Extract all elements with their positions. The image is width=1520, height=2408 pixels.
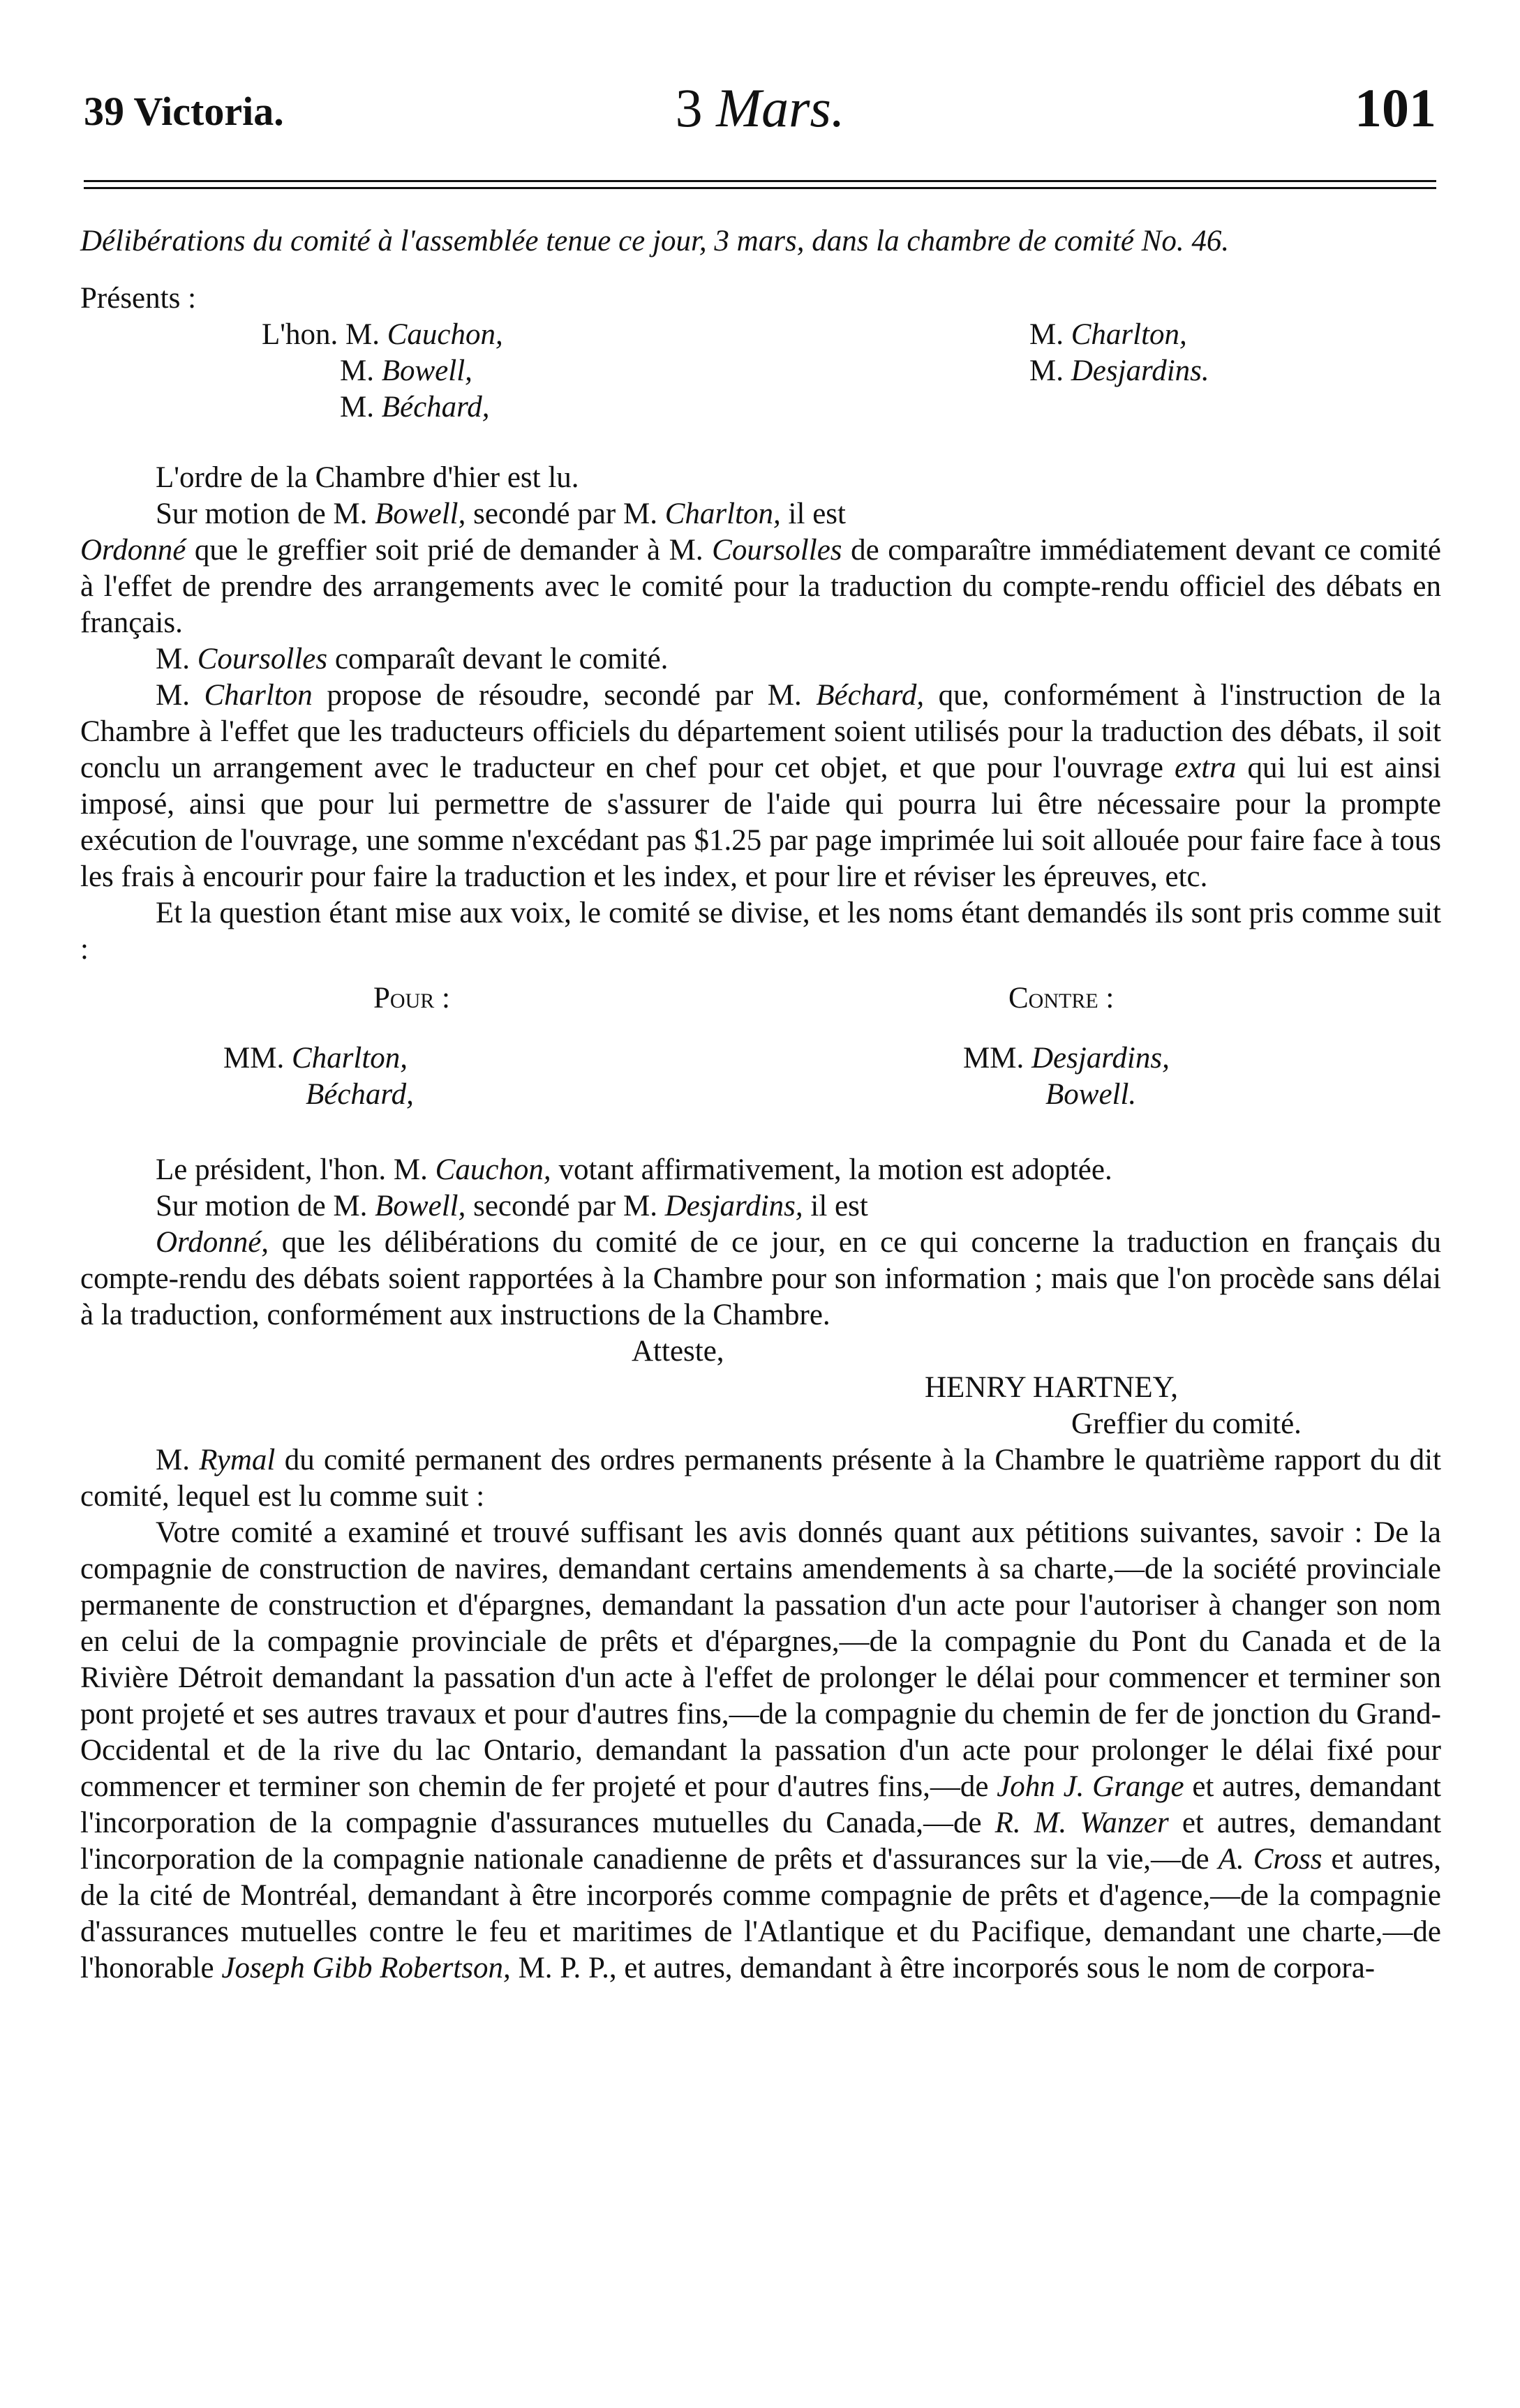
signature-title: Greffier du comité. [1071, 1407, 1302, 1440]
paragraph-order-1: Ordonné que le greffier soit prié de demander à M. Coursolles de comparaître immédiatement devant ce comité à l'effet de prendre des arrangements avec le comité pour la traduction du compte-rendu officiel des débats en français. [80, 534, 1441, 639]
paragraph-order-2: Ordonné, que les délibérations du comité de ce jour, en ce qui concerne la traduction en français du compte-rendu des débats soient rapportées à la Chambre pour son information ; mais que l'on procède sans délai à la traduction, conformément aux instructions de la Chambre. [80, 1226, 1441, 1331]
attendees [80, 317, 1441, 432]
header-rule-bottom [84, 187, 1436, 189]
attendee: M. Béchard, [340, 391, 490, 424]
paragraph-order-read: L'ordre de la Chambre d'hier est lu. [156, 461, 579, 494]
paragraph-division: Et la question étant mise aux voix, le comité se divise, et les noms étant demandés ils sont pris comme suit : [80, 897, 1441, 966]
voter-name: Béchard, [306, 1078, 414, 1111]
voter-name: Bowell. [1045, 1078, 1137, 1111]
page-body [80, 223, 1441, 1987]
contre-names: MM. Desjardins, Bowell. [963, 1040, 1170, 1113]
attestation: Atteste, [632, 1335, 724, 1368]
vote-names [80, 1040, 1441, 1124]
paragraph-chair-vote: Le président, l'hon. M. Cauchon, votant affirmativement, la motion est adoptée. [156, 1153, 1112, 1186]
pour-names: MM. Charlton, Béchard, [223, 1040, 414, 1113]
voter-name: Desjardins, [1031, 1042, 1170, 1075]
voter-name: Charlton, [291, 1042, 408, 1075]
paragraph-motion-1: Sur motion de M. Bowell, secondé par M. Charlton, il est [156, 498, 846, 530]
vote-headings [80, 980, 1441, 1022]
page-date [84, 77, 1436, 140]
contre-label: Contre : [1008, 982, 1115, 1015]
attendees-right [1029, 317, 1209, 389]
attendee: M. Bowell, [340, 354, 472, 387]
paragraph-resolution: M. Charlton propose de résoudre, secondé par M. Béchard, que, conformément à l'instruction de la Chambre à l'effet que les traducteurs officiels du département soient utilisés pour la traduction des débats, il soit conclu un arrangement avec le traducteur en chef pour cet objet, et que pour l'ouvrage extra qui lui est ainsi imposé, ainsi que pour lui permettre de s'assurer de l'aide qui pourra lui être nécessaire pour la prompte exécution de l'ouvrage, une somme n'excédant pas $1.25 par page imprimée lui soit allouée pour faire face à tous les frais à encourir pour faire la traduction et les index, et pour lire et réviser les épreuves, etc. [80, 679, 1442, 893]
paragraph-motion-2: Sur motion de M. Bowell, secondé par M. Desjardins, il est [156, 1190, 868, 1222]
signature-name: HENRY HARTNEY, [925, 1371, 1178, 1404]
header-rule-top [84, 180, 1436, 182]
attendees-left [262, 317, 503, 426]
date-month: Mars. [716, 77, 845, 138]
regnal-year: 39 Victoria. [84, 89, 284, 134]
page-number: 101 [1355, 77, 1436, 138]
date-day: 3 [675, 77, 703, 138]
paragraph-report-intro: M. Rymal du comité permanent des ordres permanents présente à la Chambre le quatrième rapport du dit comité, lequel est lu comme suit : [80, 1444, 1442, 1513]
proceedings-heading: Délibérations du comité à l'assemblée tenue ce jour, 3 mars, dans la chambre de comité No. 46. [80, 225, 1230, 257]
attendee: L'hon. M. Cauchon, [262, 318, 503, 351]
attendee: M. Charlton, [1029, 318, 1187, 351]
paragraph-appearance: M. Coursolles comparaît devant le comité. [156, 643, 669, 675]
presents-label: Présents : [80, 282, 197, 315]
pour-label: Pour : [373, 982, 450, 1015]
running-head [84, 77, 1436, 140]
attendee: M. Desjardins. [1029, 354, 1209, 387]
paragraph-report-body: Votre comité a examiné et trouvé suffisant les avis donnés quant aux pétitions suivantes, savoir : De la compagnie de construction de navires, demandant certains amendements à sa charte,—de la société provinciale permanente de construction et d'épargnes, demandant la passation d'un acte pour l'autoriser à changer son nom en celui de la compagnie provinciale de prêts et d'épargnes,—de la compagnie du Pont du Canada et de la Rivière Détroit demandant la passation d'un acte à l'effet de prolonger le délai pour commencer et terminer son pont projeté et ses autres travaux et pour d'autres fins,—de la compagnie du chemin de fer de jonction du Grand-Occidental et de la rive du lac Ontario, demandant la passation d'un acte pour prolonger le délai fixé pour commencer et terminer son chemin de fer projeté et pour d'autres fins,—de John J. Grange et autres, demandant l'incorporation de la compagnie d'assurances mutuelles du Canada,—de R. M. Wanzer et autres, demandant l'incorporation de la compagnie nationale canadienne de prêts et d'assurances sur la vie,—de A. Cross et autres, de la cité de Montréal, demandant à être incorporés comme compagnie de prêts et d'agence,—de la compagnie d'assurances mutuelles contre le feu et maritimes de l'Atlantique et du Pacifique, demandant une charte,—de l'honorable Joseph Gibb Robertson, M. P. P., et autres, demandant à être incorporés sous le nom de corpora- [80, 1516, 1442, 1984]
